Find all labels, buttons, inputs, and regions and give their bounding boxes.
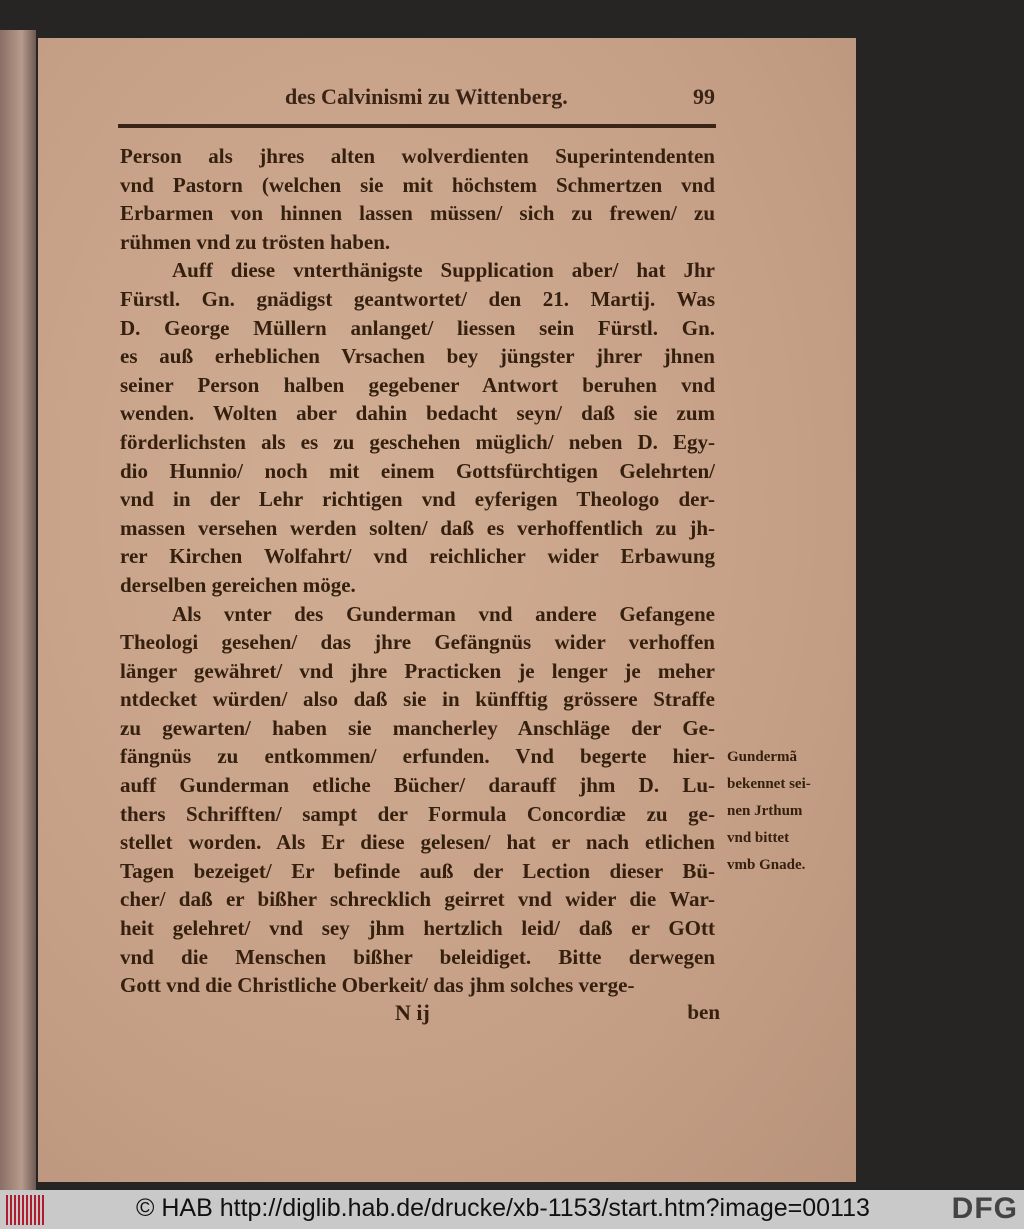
text-line: es auß erheblichen Vrsachen bey jüngster jhrer jhnen	[120, 344, 715, 369]
text-line: Als vnter des Gunderman vnd andere Gefangene	[172, 601, 715, 626]
text-line: Theologi gesehen/ das jhre Gefängnüs wider verhoffen	[120, 630, 715, 655]
text-line: ntdecket würden/ also daß sie in künfftig grössere Straffe	[120, 687, 715, 712]
text-line: vnd die Menschen bißher beleidiget. Bitte derwegen	[120, 944, 715, 969]
text-line: massen versehen werden solten/ daß es verhoffentlich zu jh-	[120, 515, 715, 540]
text-line: Person als jhres alten wolverdienten Superintendenten	[120, 144, 715, 168]
text-line: länger gewähret/ vnd jhre Practicken je lenger je meher	[120, 658, 715, 683]
text-line: rer Kirchen Wolfahrt/ vnd reichlicher wider Erbawung	[120, 544, 715, 569]
text-line: fängnüs zu entkommen/ erfunden. Vnd begerte hier-	[120, 744, 715, 769]
text-line: vnd in der Lehr richtigen vnd eyferigen Theologo der-	[120, 487, 715, 512]
header-rule	[118, 124, 716, 128]
page-body-text	[120, 142, 715, 1000]
text-line: Auff diese vnterthänigste Supplication aber/ hat Jhr	[172, 258, 715, 283]
text-line: auff Gunderman etliche Bücher/ darauff jhm D. Lu-	[120, 773, 715, 798]
running-title: des Calvinismi zu Wittenberg.	[285, 84, 568, 109]
hab-logo-icon	[6, 1195, 44, 1225]
signature-mark: N ij	[395, 1000, 430, 1025]
text-line: Gott vnd die Christliche Oberkeit/ das jhm solches verge-	[120, 973, 635, 998]
copyright-link[interactable]: © HAB http://diglib.hab.de/drucke/xb-1153/start.htm?image=00113	[136, 1194, 870, 1222]
page-foot	[120, 1000, 720, 1030]
text-line: Erbarmen von hinnen lassen müssen/ sich zu frewen/ zu	[120, 201, 715, 226]
text-line: Fürstl. Gn. gnädigst geantwortet/ den 21. Martij. Was	[120, 286, 715, 311]
margin-note-line: bekennet sei-	[727, 776, 811, 792]
margin-note-line: Gundermã	[727, 749, 798, 765]
page-header	[120, 82, 715, 112]
dfg-logo: DFG	[951, 1192, 1018, 1225]
book-edge	[0, 30, 36, 1190]
text-line: dio Hunnio/ noch mit einem Gottsfürchtigen Gelehrten/	[120, 458, 715, 483]
text-line: heit gelehret/ vnd sey jhm hertzlich leid/ daß er GOtt	[120, 916, 715, 941]
footer-bar	[0, 1190, 1024, 1229]
margin-note-line: nen Jrthum	[727, 803, 803, 819]
text-line: zu gewarten/ haben sie mancherley Anschläge der Ge-	[120, 715, 715, 740]
text-line: förderlichsten als es zu geschehen müglich/ neben D. Egy-	[120, 429, 715, 454]
text-line: seiner Person halben gegebener Antwort beruhen vnd	[120, 372, 715, 397]
text-line: thers Schrifften/ sampt der Formula Concordiæ zu ge-	[120, 801, 715, 826]
text-line: wenden. Wolten aber dahin bedacht seyn/ daß sie zum	[120, 401, 715, 426]
catchword: ben	[687, 1000, 720, 1024]
text-line: rühmen vnd zu trösten haben.	[120, 229, 391, 254]
text-line: Tagen bezeiget/ Er befinde auß der Lection dieser Bü-	[120, 858, 715, 883]
text-line: stellet worden. Als Er diese gelesen/ hat er nach etlichen	[120, 830, 715, 855]
margin-note	[727, 744, 837, 879]
margin-note-line: vmb Gnade.	[727, 857, 806, 873]
text-line: cher/ daß er bißher schrecklich geirret vnd wider die War-	[120, 887, 715, 912]
margin-note-line: vnd bittet	[727, 830, 790, 846]
text-line: D. George Müllern anlanget/ liessen sein Fürstl. Gn.	[120, 315, 715, 340]
text-line: derselben gereichen möge.	[120, 572, 356, 597]
page-number: 99	[693, 84, 715, 109]
text-line: vnd Pastorn (welchen sie mit höchstem Schmertzen vnd	[120, 172, 715, 197]
